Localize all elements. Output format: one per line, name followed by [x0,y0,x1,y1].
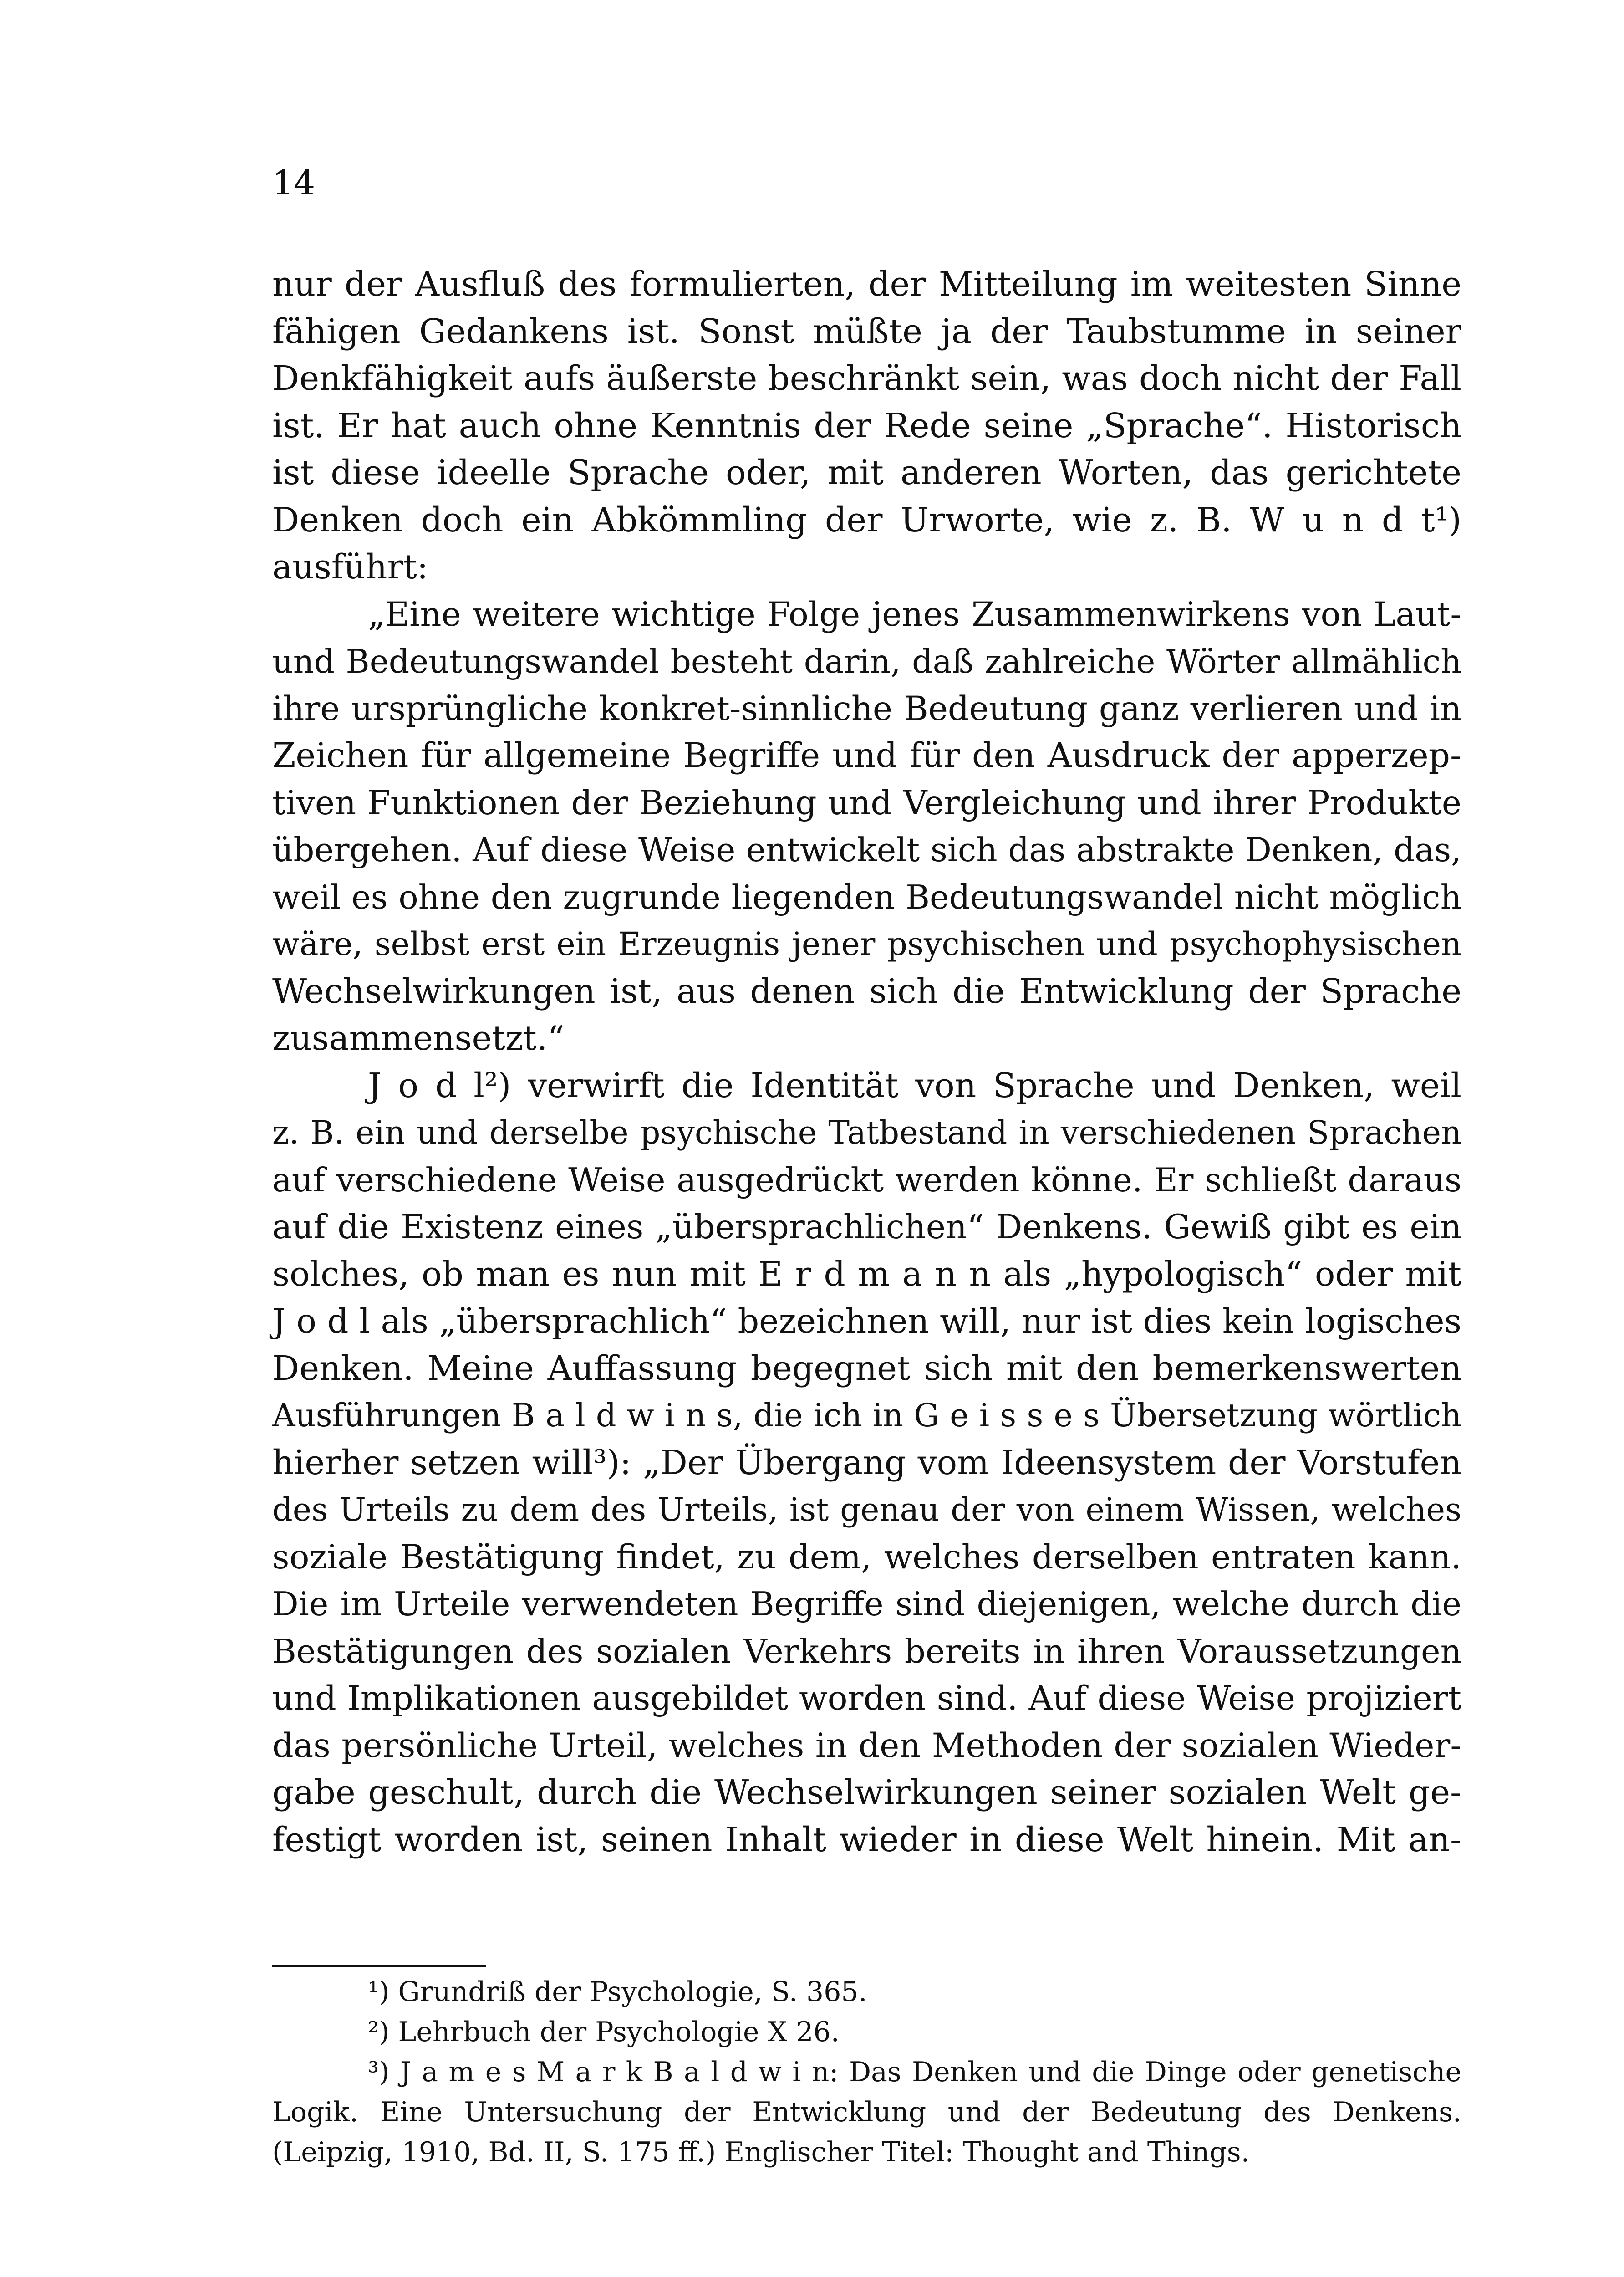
footnote-line: ²) Lehrbuch der Psychologie X 26. [368,2016,840,2048]
text-line: auf verschiedene Weise ausgedrückt werden könne. Er schließt daraus [272,1160,1461,1199]
page-number: 14 [272,163,316,203]
body-text [272,261,1461,1863]
text-line: übergehen. Auf diese Weise entwickelt sich das abstrakte Denken, das, [272,831,1461,869]
text-line: gabe geschult, durch die Wechselwirkungen seiner sozialen Welt ge- [272,1773,1461,1812]
text-line: J o d l²) verwirft die Identität von Sprache und Denken, weil [368,1066,1461,1105]
text-line: tiven Funktionen der Beziehung und Vergleichung und ihrer Produkte [272,783,1461,822]
footnotes [272,1972,1461,2172]
text-line: soziale Bestätigung findet, zu dem, welches derselben entraten kann. [272,1537,1461,1577]
text-line: zusammensetzt.“ [272,1019,565,1058]
footnote-line: (Leipzig, 1910, Bd. II, S. 175 ff.) Englischer Titel: Thought and Things. [272,2136,1250,2168]
text-line: ihre ursprüngliche konkret-sinnliche Bedeutung ganz verlieren und in [272,689,1461,728]
text-line: hierher setzen will³): „Der Übergang vom Ideensystem der Vorstufen [272,1443,1461,1482]
text-line: und Implikationen ausgebildet worden sind. Auf diese Weise projiziert [272,1679,1461,1718]
text-line: Denkfähigkeit aufs äußerste beschränkt sein, was doch nicht der Fall [272,359,1461,398]
text-line: Die im Urteile verwendeten Begriffe sind diejenigen, welche durch die [272,1585,1461,1623]
text-line: und Bedeutungswandel besteht darin, daß zahlreiche Wörter allmählich [272,643,1461,680]
text-line: fähigen Gedankens ist. Sonst müßte ja der Taubstumme in seiner [272,311,1461,351]
text-line: des Urteils zu dem des Urteils, ist genau der von einem Wissen, welches [272,1491,1461,1528]
text-line: auf die Existenz eines „übersprachlichen“ Denkens. Gewiß gibt es ein [272,1208,1461,1246]
text-line: Zeichen für allgemeine Begriffe und für den Ausdruck der apperzep- [272,736,1461,775]
footnote-line: ¹) Grundriß der Psychologie, S. 365. [368,1976,867,2008]
text-line: Denken. Meine Auffassung begegnet sich mit den bemerkenswerten [272,1348,1461,1388]
text-line: ausführt: [272,547,428,587]
text-line: weil es ohne den zugrunde liegenden Bedeutungswandel nicht möglich [272,878,1461,916]
text-line: Bestätigungen des sozialen Verkehrs bereits in ihren Voraussetzungen [272,1632,1461,1670]
text-line: ist. Er hat auch ohne Kenntnis der Rede seine „Sprache“. Historisch [272,406,1461,445]
text-line: Ausführungen B a l d w i n s, die ich in G e i s s e s Übersetzung wörtlich [272,1397,1461,1434]
text-line: Denken doch ein Abkömmling der Urworte, wie z. B. W u n d t¹) [272,500,1461,540]
text-line: „Eine weitere wichtige Folge jenes Zusammenwirkens von Laut- [368,595,1461,634]
text-line: festigt worden ist, seinen Inhalt wieder in diese Welt hinein. Mit an- [272,1820,1461,1859]
footnote-rule [272,1965,486,1967]
text-line: z. B. ein und derselbe psychische Tatbestand in verschiedenen Sprachen [272,1114,1461,1151]
text-line: J o d l als „übersprachlich“ bezeichnen will, nur ist dies kein logisches [272,1302,1461,1341]
text-line: nur der Ausfluß des formulierten, der Mitteilung im weitesten Sinne [272,265,1461,304]
footnote-line: ³) J a m e s M a r k B a l d w i n: Das Denken und die Dinge oder genetische [368,2056,1461,2088]
text-line: wäre, selbst erst ein Erzeugnis jener psychischen und psychophysischen [272,925,1461,963]
text-line: Wechselwirkungen ist, aus denen sich die Entwicklung der Sprache [272,971,1461,1011]
text-line: solches, ob man es nun mit E r d m a n n als „hypologisch“ oder mit [272,1254,1461,1294]
text-line: ist diese ideelle Sprache oder, mit anderen Worten, das gerichtete [272,453,1461,492]
footnote-line: Logik. Eine Untersuchung der Entwicklung und der Bedeutung des Denkens. [272,2096,1461,2128]
text-line: das persönliche Urteil, welches in den Methoden der sozialen Wieder- [272,1726,1461,1765]
